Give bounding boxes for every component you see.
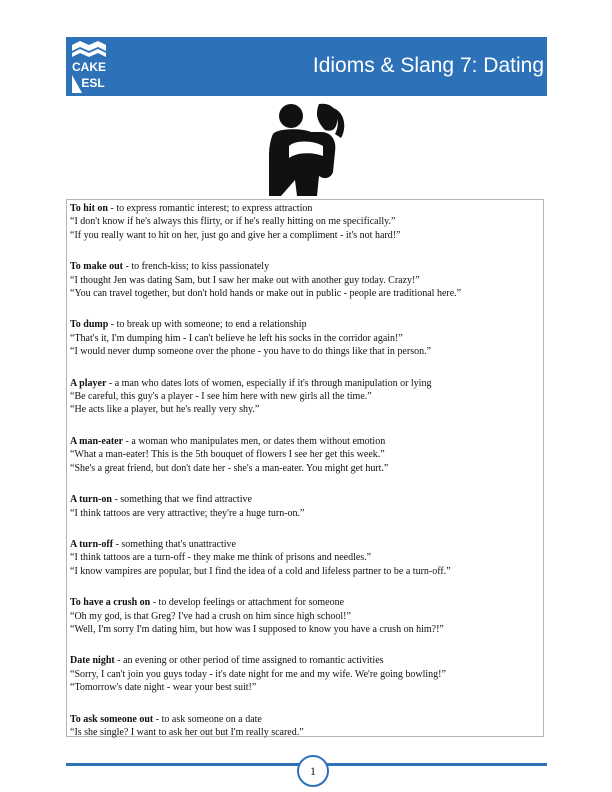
hugging-couple-icon <box>261 100 351 196</box>
idiom-entry <box>70 538 540 578</box>
idiom-term: A player <box>70 377 107 389</box>
logo-text-top: CAKE <box>71 60 107 74</box>
idiom-definition: - to express romantic interest; to express attraction <box>107 203 313 214</box>
idiom-definition: - to develop feelings or attachment for someone <box>150 597 345 609</box>
idiom-example: “Is she single? I want to ask her out but I'm really scared.” <box>70 726 304 738</box>
idiom-entry <box>70 435 540 475</box>
idiom-definition: - a man who dates lots of women, especially if it's through manipulation or lying <box>106 377 432 389</box>
idiom-example: “I thought Jen was dating Sam, but I saw her make out with another guy today. Crazy!” <box>70 274 420 286</box>
idiom-example: “If you really want to hit on her, just go and give her a compliment - it's not hard!” <box>70 229 401 241</box>
idiom-example: “Tomorrow's date night - wear your best suit!” <box>70 682 257 694</box>
idiom-example: “Oh my god, is that Greg? I've had a crush on him since high school!” <box>70 610 351 622</box>
idiom-example: “You can travel together, but don't hold hands or make out in public - people are traditional here.” <box>70 288 462 300</box>
idiom-term: To make out <box>70 261 123 273</box>
idiom-entry <box>70 713 540 740</box>
idiom-entry <box>70 202 540 242</box>
idiom-entry <box>70 318 540 358</box>
idiom-example: “Sorry, I can't join you guys today - it's date night for me and my wife. We're going bowling!” <box>70 668 446 680</box>
idiom-entry <box>70 596 540 636</box>
idiom-term: To dump <box>70 319 109 331</box>
idiom-definition: - to french-kiss; to kiss passionately <box>122 261 270 273</box>
cake-esl-logo-icon <box>66 37 112 96</box>
idiom-example: “Be careful, this guy's a player - I see him here with new girls all the time.” <box>70 391 372 403</box>
idiom-term: A turn-on <box>70 494 112 506</box>
idiom-term: A turn-off <box>70 538 114 550</box>
idiom-term: To ask someone out <box>70 713 154 725</box>
idiom-example: “I think tattoos are a turn-off - they make me think of prisons and needles.” <box>70 552 372 564</box>
idiom-entry <box>70 260 540 300</box>
page-title: Idioms & Slang 7: Dating <box>312 54 544 77</box>
idiom-term: A man-eater <box>70 435 124 447</box>
idiom-term: Date night <box>70 655 115 667</box>
idiom-example: “I would never dump someone over the phone - you have to do things like that in person.” <box>70 346 432 358</box>
page-header <box>66 37 547 96</box>
idiom-example: “He acts like a player, but he's really very shy.” <box>70 404 260 416</box>
idiom-definition: - an evening or other period of time assigned to romantic activities <box>114 655 384 667</box>
idiom-definition: - to ask someone on a date <box>153 713 262 725</box>
idiom-entry <box>70 654 540 694</box>
idiom-term: To have a crush on <box>70 597 151 609</box>
idiom-example: “She's a great friend, but don't date her - she's a man-eater. You might get hurt.” <box>70 462 389 474</box>
idiom-example: “I don't know if he's always this flirty, or if he's really hitting on me specifically.” <box>70 216 396 228</box>
idiom-term: To hit on <box>70 203 108 214</box>
idiom-definition: - a woman who manipulates men, or dates them without emotion <box>123 435 386 447</box>
idioms-list <box>70 202 540 757</box>
idiom-example: “I know vampires are popular, but I find the idea of a cold and lifeless partner to be a turn-off.” <box>70 565 451 577</box>
idiom-example: “That's it, I'm dumping him - I can't believe he left his socks in the corridor again!” <box>70 332 403 344</box>
idiom-entry <box>70 493 540 520</box>
idiom-definition: - to break up with someone; to end a relationship <box>108 319 307 331</box>
idiom-example: “I think tattoos are very attractive; they're a huge turn-on.” <box>70 507 305 519</box>
page-number: 1 <box>297 755 329 787</box>
idiom-definition: - something that we find attractive <box>111 494 252 506</box>
idiom-example: “Well, I'm sorry I'm dating him, but how was I supposed to know you have a crush on him?!” <box>70 623 444 635</box>
idiom-example: “What a man-eater! This is the 5th bouquet of flowers I see her get this week.” <box>70 449 385 461</box>
idiom-definition: - something that's unattractive <box>113 538 236 550</box>
idiom-entry <box>70 377 540 417</box>
logo-text-bottom: ESL <box>81 76 105 90</box>
